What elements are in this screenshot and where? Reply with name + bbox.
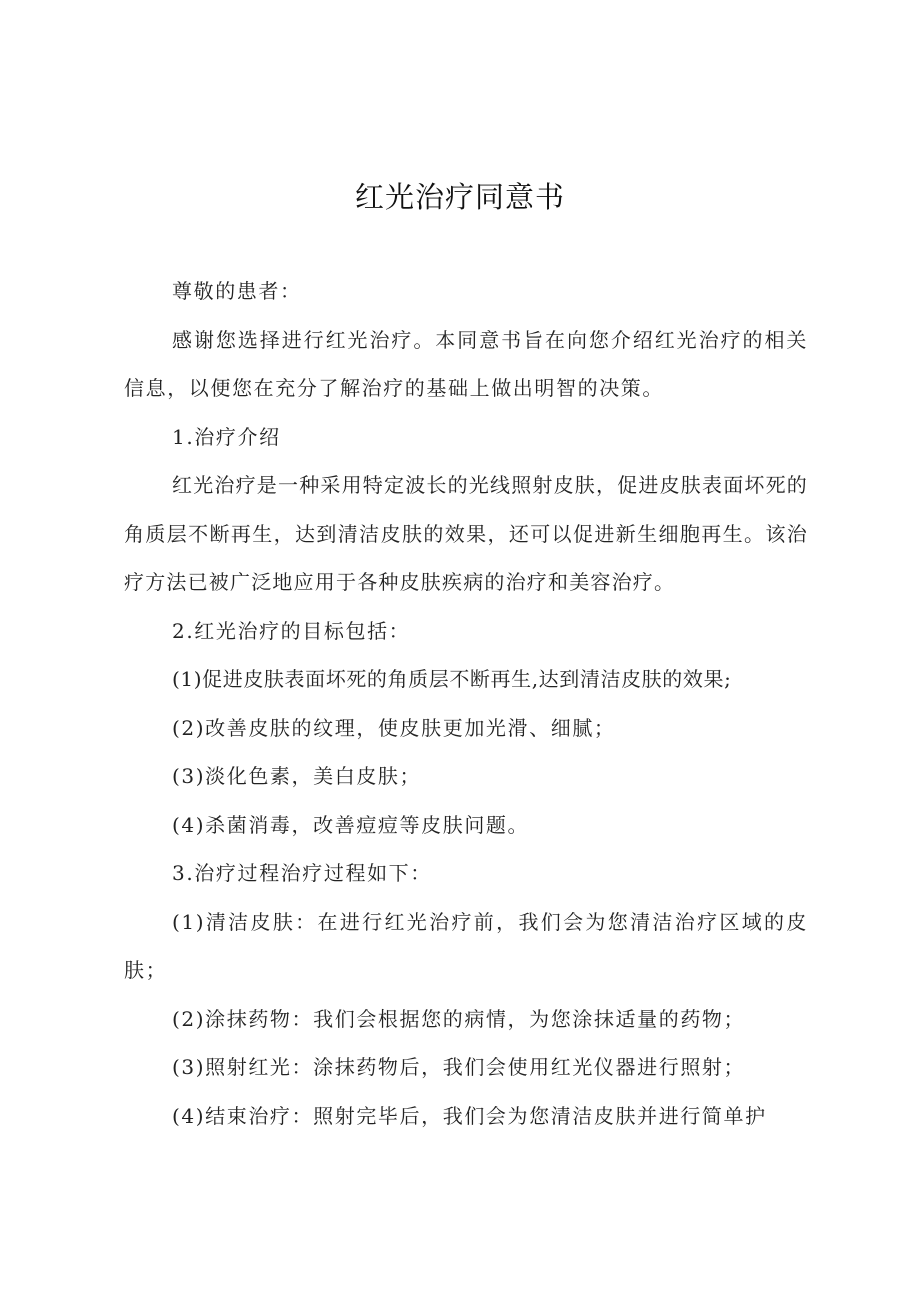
section-3-heading: 3.治疗过程治疗过程如下： — [172, 861, 432, 885]
section-3-item-1: (1)清洁皮肤：在进行红光治疗前，我们会为您清洁治疗区域的皮肤； — [124, 909, 808, 982]
intro-paragraph: 感谢您选择进行红光治疗。本同意书旨在向您介绍红光治疗的相关信息，以便您在充分了解治疗的基础上做出明智的决策。 — [124, 327, 808, 400]
section-1-paragraph: 红光治疗是一种采用特定波长的光线照射皮肤，促进皮肤表面坏死的角质层不断再生，达到清洁皮肤的效果，还可以促进新生细胞再生。该治疗方法已被广泛地应用于各种皮肤疾病的治疗和美容治疗。 — [124, 473, 808, 594]
document-title: 红光治疗同意书 — [354, 180, 565, 214]
salutation: 尊敬的患者： — [172, 279, 302, 303]
section-3-item-4: (4)结束治疗：照射完毕后，我们会为您清洁皮肤并进行简单护 — [172, 1103, 767, 1128]
section-2-item-4: (4)杀菌消毒，改善痘痘等皮肤问题。 — [172, 812, 530, 837]
section-2-item-2: (2)改善皮肤的纹理，使皮肤更加光滑、细腻； — [172, 715, 616, 740]
section-2-item-1: (1)促进皮肤表面坏死的角质层不断再生,达到清洁皮肤的效果; — [172, 667, 732, 691]
section-2-heading: 2.红光治疗的目标包括： — [172, 618, 411, 643]
document-body — [124, 267, 808, 1140]
section-2-item-3: (3)淡化色素，美白皮肤； — [172, 764, 422, 788]
section-3-item-3: (3)照射红光：涂抹药物后，我们会使用红光仪器进行照射； — [172, 1055, 746, 1079]
section-3-item-2: (2)涂抹药物：我们会根据您的病情，为您涂抹适量的药物； — [172, 1006, 746, 1031]
section-1-heading: 1.治疗介绍 — [172, 424, 281, 449]
